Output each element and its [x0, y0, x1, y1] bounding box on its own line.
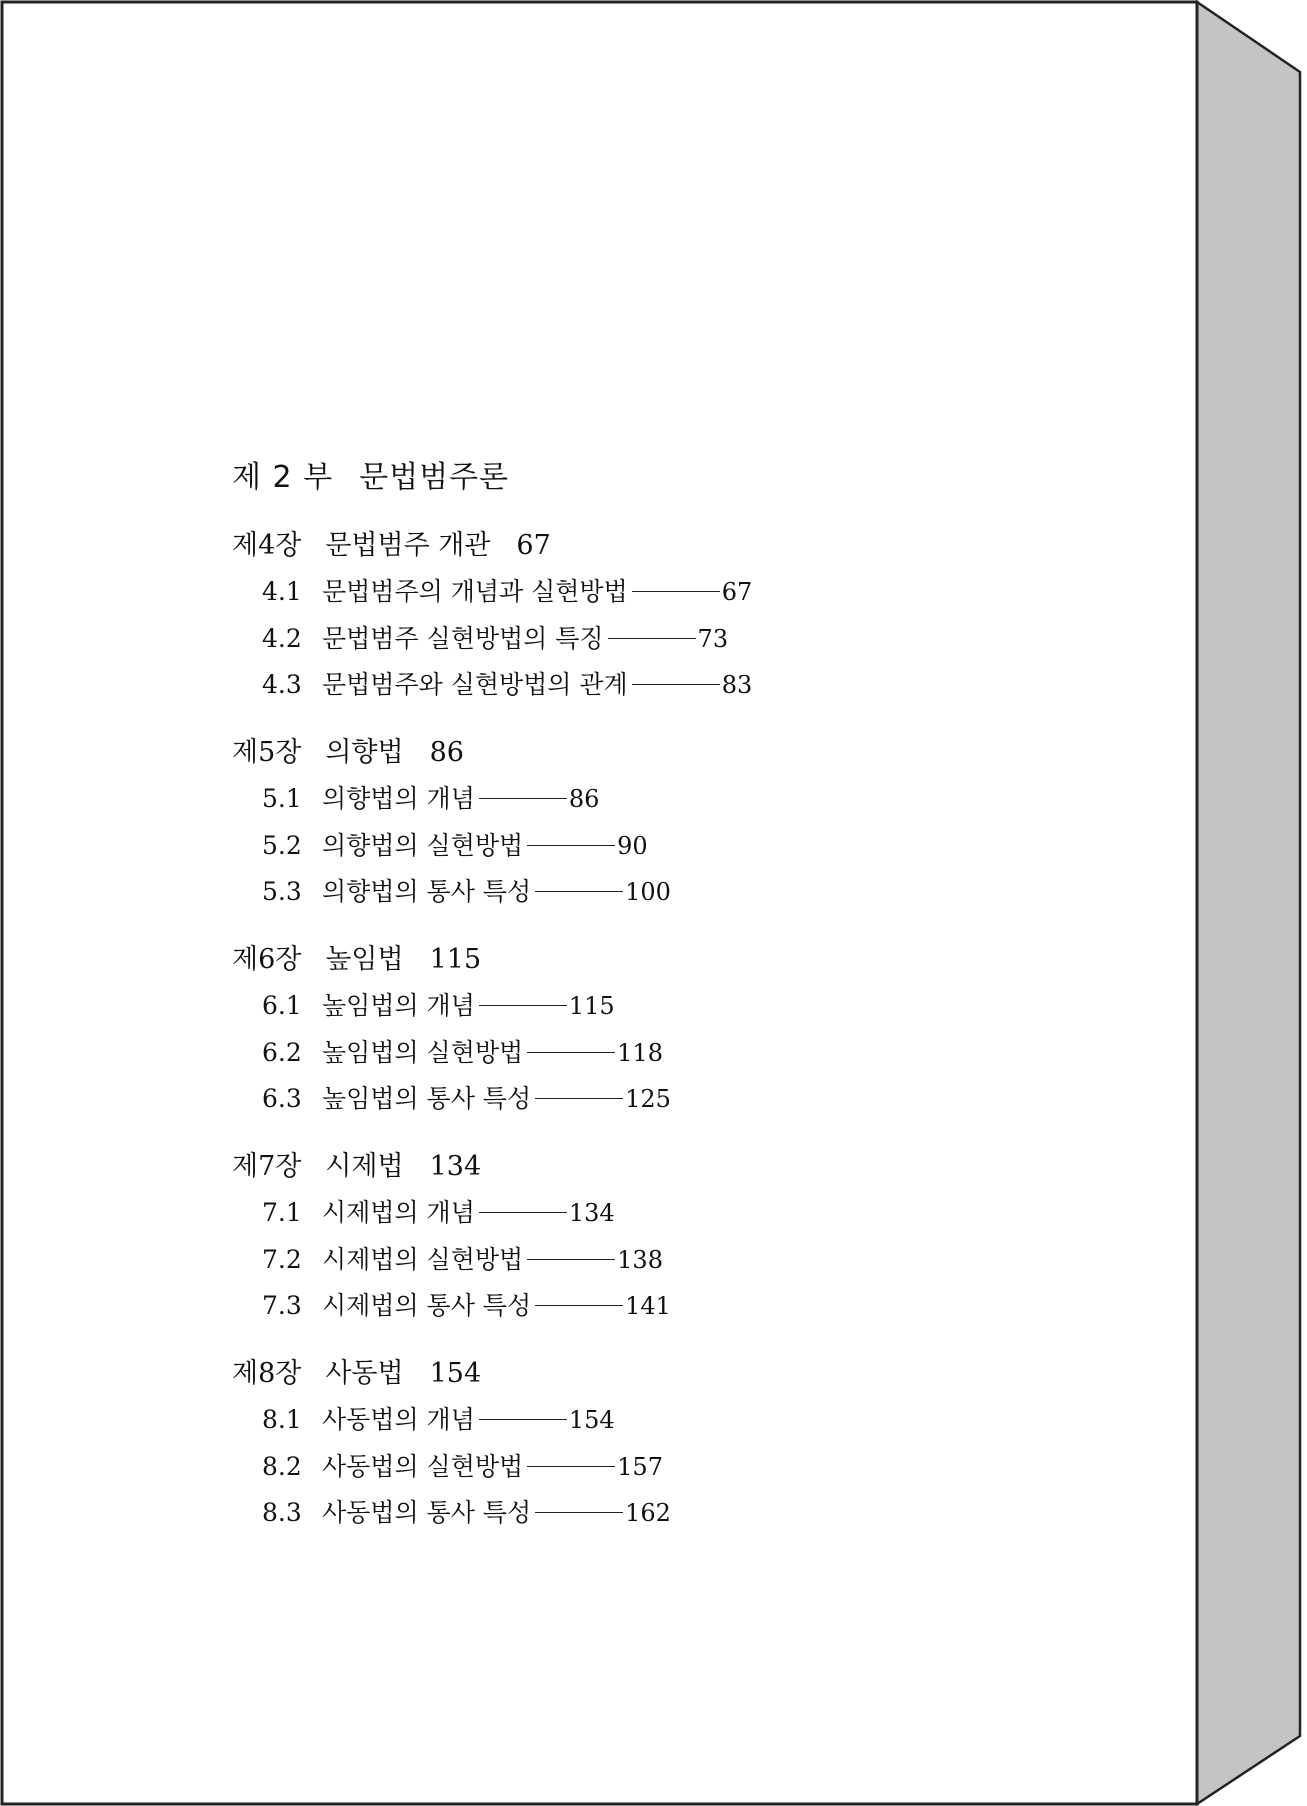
section-number: 4.3 [262, 670, 302, 699]
section-title: 문법범주와 실현방법의 관계 [322, 670, 628, 699]
chapter-title: 의향법 [325, 737, 404, 768]
section-number: 5.1 [262, 784, 302, 813]
book-spine [1197, 2, 1300, 1804]
leader-line [479, 1212, 567, 1213]
chapter-label: 제4장 [232, 530, 302, 561]
section-page: 90 [617, 831, 648, 860]
chapter-label: 제7장 [232, 1151, 302, 1182]
section-title: 의향법의 실현방법 [322, 830, 524, 860]
leader-line [535, 1305, 623, 1306]
section-number: 7.1 [262, 1198, 302, 1227]
part-name: 문법범주론 [359, 460, 510, 495]
part-label: 제 2 부 [232, 460, 334, 495]
section-title: 문법범주의 개념과 실현방법 [322, 577, 628, 606]
toc-entry[interactable] [232, 823, 671, 870]
toc-entry[interactable] [232, 662, 752, 709]
leader-line [479, 798, 567, 799]
section-number: 7.3 [262, 1291, 302, 1320]
chapter-page: 67 [516, 530, 551, 561]
section-title: 사동법의 통사 특성 [322, 1498, 532, 1527]
section-title: 높임법의 개념 [322, 991, 475, 1020]
chapter-heading[interactable] [232, 937, 671, 983]
chapter-page: 154 [429, 1358, 482, 1389]
section-page: 115 [568, 992, 615, 1020]
section-number: 7.2 [262, 1244, 302, 1274]
toc-entry[interactable] [232, 1444, 671, 1491]
chapter-label: 제5장 [232, 737, 302, 768]
section-page: 138 [617, 1245, 663, 1274]
chapter-title: 시제법 [325, 1151, 404, 1182]
chapter-title: 사동법 [325, 1358, 404, 1389]
chapter-title: 높임법 [325, 944, 404, 975]
section-number: 4.1 [262, 577, 302, 606]
chapter-page: 115 [429, 944, 482, 975]
section-title: 사동법의 실현방법 [322, 1451, 524, 1481]
section-title: 문법범주 실현방법의 특징 [322, 623, 604, 653]
leader-line [608, 638, 696, 639]
section-number: 5.2 [262, 830, 302, 860]
section-page: 67 [721, 578, 753, 606]
section-number: 8.3 [262, 1498, 302, 1527]
section-title: 높임법의 통사 특성 [322, 1084, 532, 1113]
section-number: 6.1 [262, 991, 302, 1020]
part-heading [232, 452, 509, 496]
leader-line [527, 1052, 615, 1053]
section-page: 154 [568, 1406, 615, 1434]
section-title: 의향법의 개념 [322, 784, 475, 813]
section-page: 125 [625, 1085, 671, 1113]
chapter-heading[interactable] [232, 1351, 671, 1397]
chapter-5 [232, 730, 671, 916]
section-page: 73 [697, 624, 729, 653]
leader-line [479, 1005, 567, 1006]
section-title: 시제법의 통사 특성 [322, 1291, 532, 1320]
toc-entry[interactable] [232, 616, 752, 663]
section-page: 86 [568, 785, 600, 813]
toc-entry[interactable] [232, 1283, 671, 1330]
toc-entry[interactable] [232, 1190, 671, 1237]
toc-entry[interactable] [232, 1076, 671, 1123]
section-title: 높임법의 실현방법 [322, 1037, 524, 1067]
toc-entry[interactable] [232, 569, 752, 616]
section-title: 사동법의 개념 [322, 1405, 475, 1434]
leader-line [527, 1259, 615, 1260]
leader-line [535, 1512, 623, 1513]
section-number: 5.3 [262, 877, 302, 906]
chapter-title: 문법범주 개관 [325, 530, 491, 561]
chapter-page: 86 [429, 737, 464, 768]
section-title: 의향법의 통사 특성 [322, 877, 532, 906]
section-number: 6.2 [262, 1037, 302, 1067]
leader-line [632, 591, 720, 592]
toc-entry[interactable] [232, 869, 671, 916]
section-number: 8.1 [262, 1405, 302, 1434]
section-page: 162 [625, 1499, 671, 1527]
leader-line [479, 1419, 567, 1420]
section-page: 118 [617, 1038, 663, 1067]
toc-entry[interactable] [232, 1237, 671, 1284]
section-page: 83 [721, 671, 753, 699]
leader-line [535, 891, 623, 892]
chapter-label: 제6장 [232, 944, 302, 975]
chapter-4 [232, 523, 752, 709]
section-number: 8.2 [262, 1451, 302, 1481]
section-page: 100 [625, 878, 671, 906]
section-title: 시제법의 개념 [322, 1198, 475, 1227]
section-number: 6.3 [262, 1084, 302, 1113]
section-page: 141 [625, 1292, 671, 1320]
chapter-8 [232, 1351, 671, 1537]
toc-entry[interactable] [232, 1030, 671, 1077]
chapter-7 [232, 1144, 671, 1330]
chapter-label: 제8장 [232, 1358, 302, 1389]
section-page: 134 [568, 1199, 615, 1227]
chapter-heading[interactable] [232, 523, 752, 569]
section-title: 시제법의 실현방법 [322, 1244, 524, 1274]
chapter-heading[interactable] [232, 730, 671, 776]
leader-line [632, 684, 720, 685]
leader-line [535, 1098, 623, 1099]
leader-line [527, 1466, 615, 1467]
toc-entry[interactable] [232, 1490, 671, 1537]
section-number: 4.2 [262, 623, 302, 653]
toc-entry[interactable] [232, 1397, 671, 1444]
toc-entry[interactable] [232, 983, 671, 1030]
chapter-page: 134 [429, 1151, 482, 1182]
section-page: 157 [617, 1452, 663, 1481]
toc-entry[interactable] [232, 776, 671, 823]
leader-line [527, 845, 615, 846]
chapter-6 [232, 937, 671, 1123]
chapter-heading[interactable] [232, 1144, 671, 1190]
